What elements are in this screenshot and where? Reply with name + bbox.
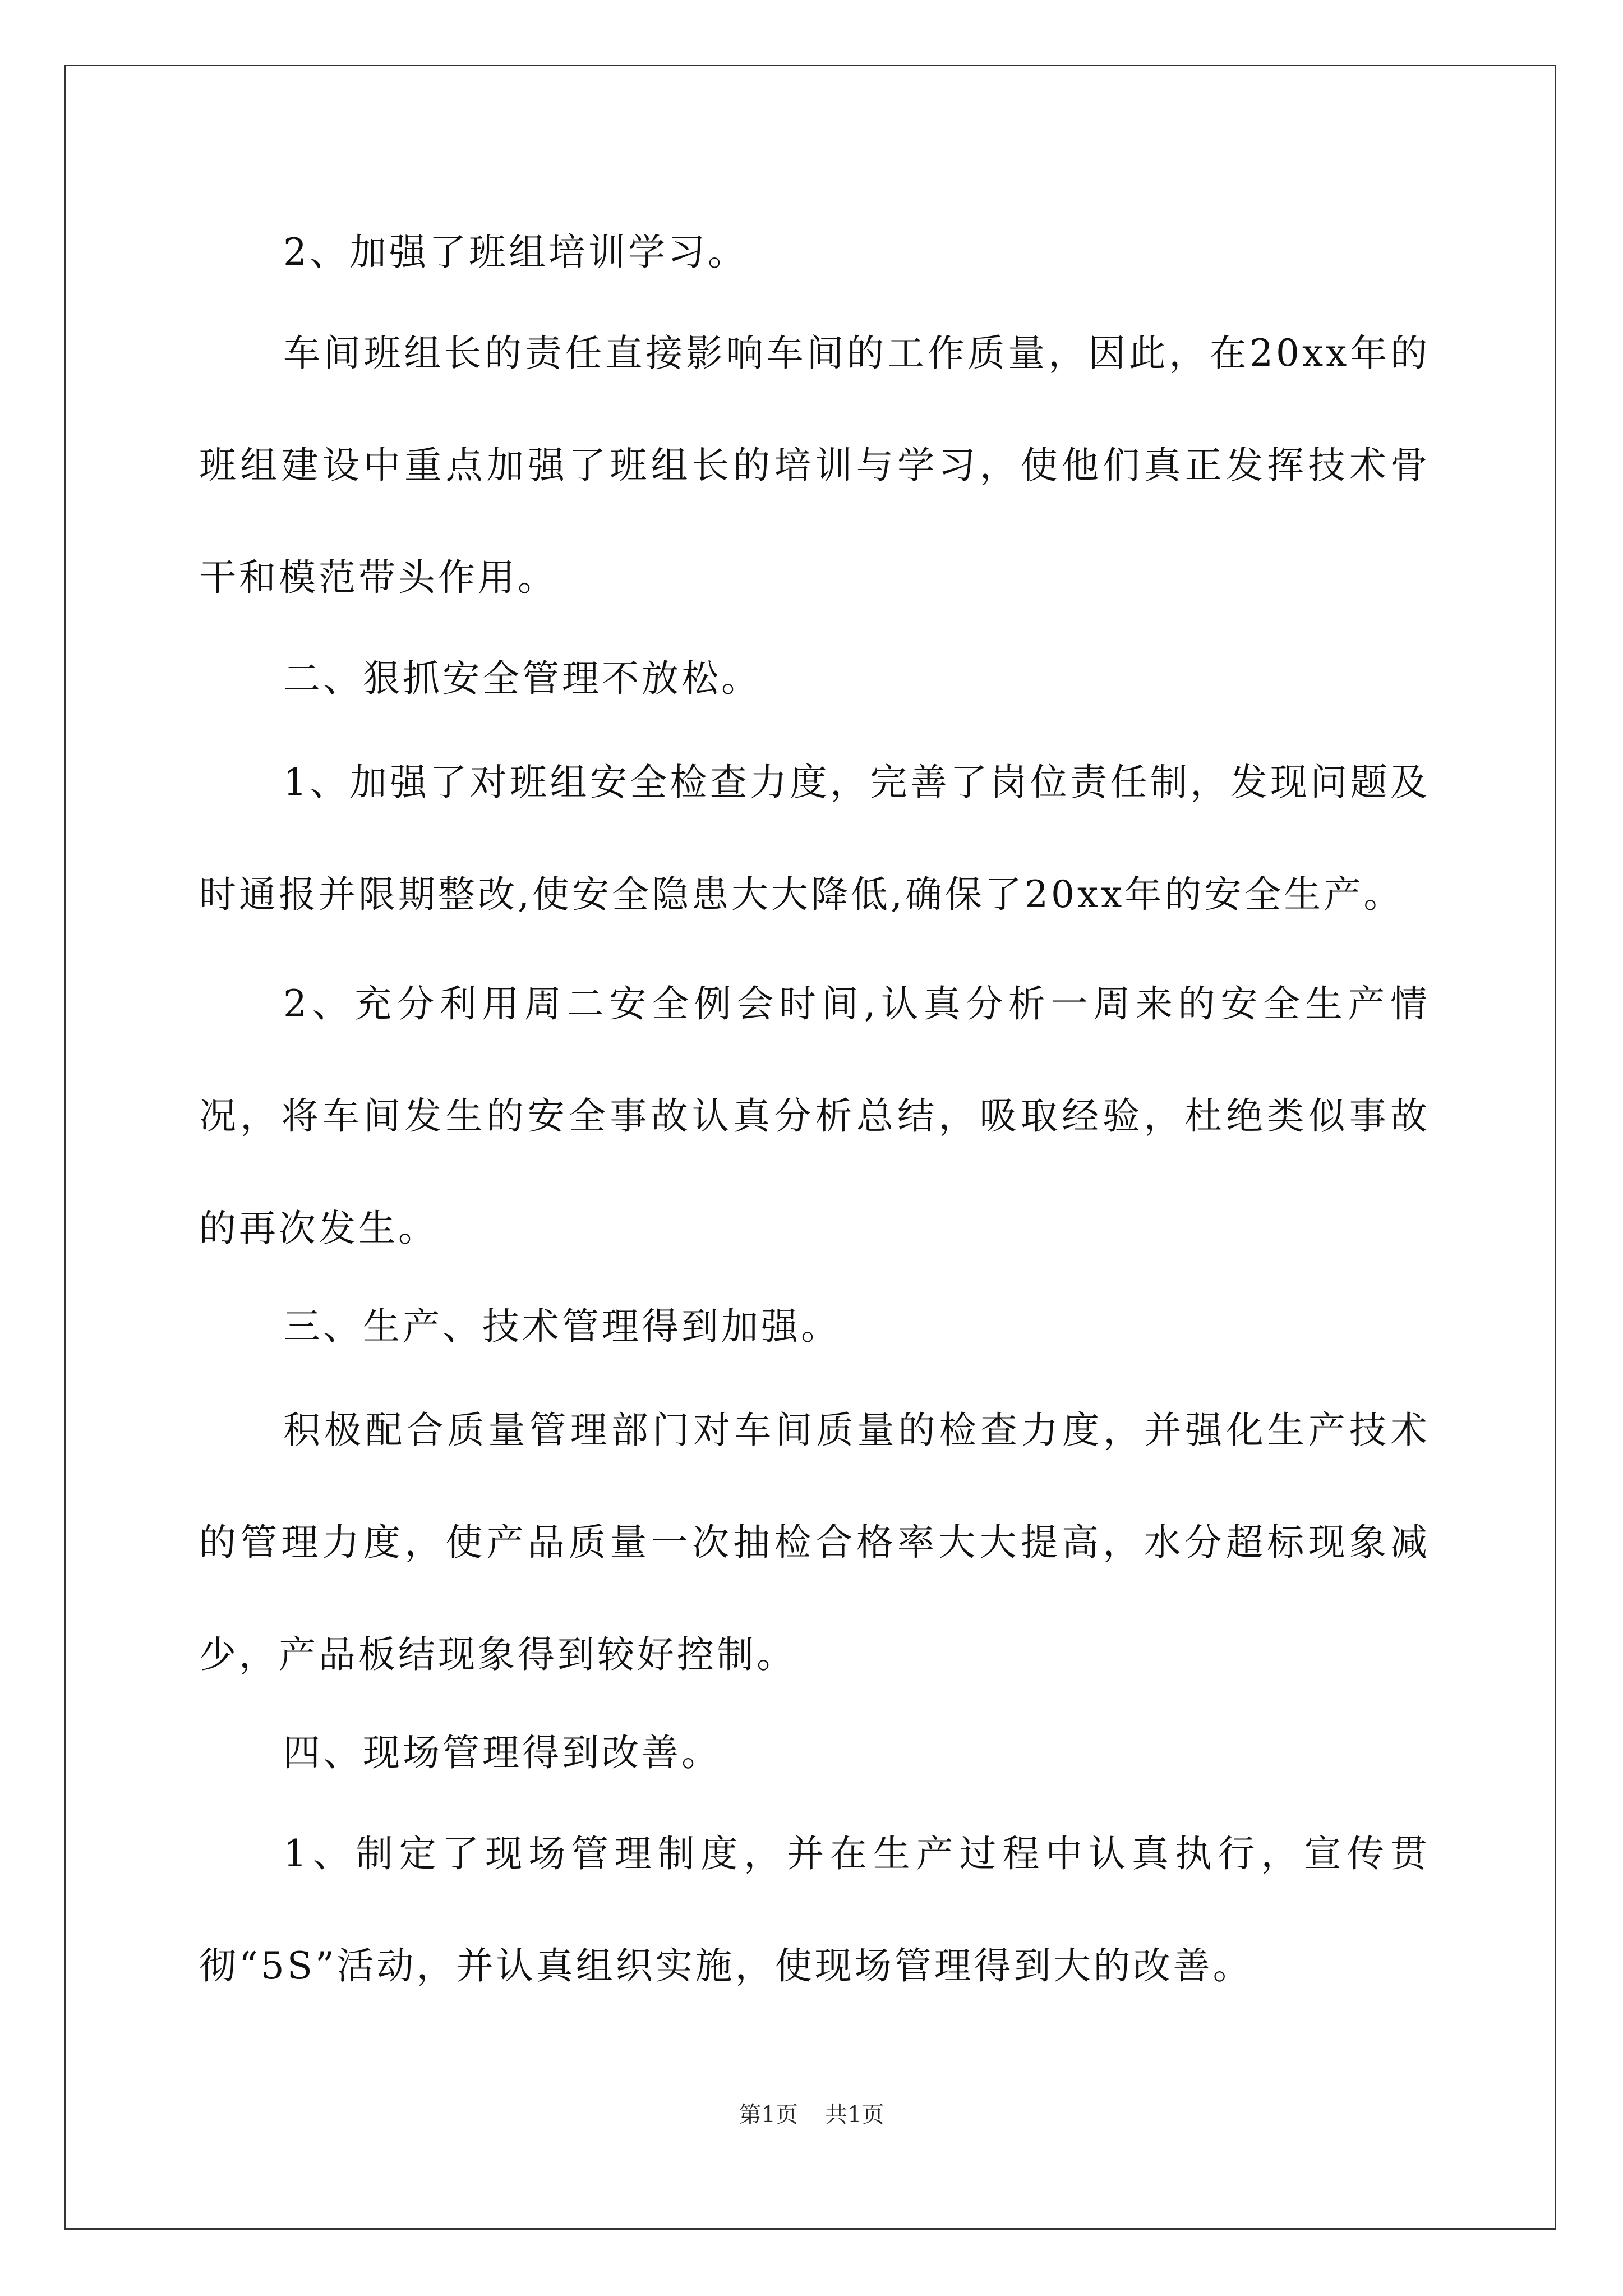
paragraph-heading-production: 三、生产、技术管理得到加强。 [283,1305,841,1348]
paragraph-safety-inspection: 1、加强了对班组安全检查力度，完善了岗位责任制，发现问题及时通报并限期整改,使安全隐患大大降低,确保了20xx年的安全生产。 [199,761,1430,916]
paragraph-team-leader-training: 车间班组长的责任直接影响车间的工作质量，因此，在20xx年的班组建设中重点加强了班组长的培训与学习，使他们真正发挥技术骨干和模范带头作用。 [199,332,1430,599]
paragraph-site-management: 1、制定了现场管理制度，并在生产过程中认真执行，宣传贯彻“5S”活动，并认真组织实施，使现场管理得到大的改善。 [199,1832,1430,1987]
paragraph-heading-safety: 二、狠抓安全管理不放松。 [283,657,761,700]
page-total-label: 共1页 [825,2102,884,2128]
paragraph-heading-site: 四、现场管理得到改善。 [283,1731,721,1774]
page-footer [0,2097,1623,2129]
paragraph-quality-control: 积极配合质量管理部门对车间质量的检查力度，并强化生产技术的管理力度，使产品质量一次抽检合格率大大提高，水分超标现象减少，产品板结现象得到较好控制。 [199,1409,1430,1676]
page-number-label: 第1页 [739,2102,798,2128]
paragraph-heading-training: 2、加强了班组培训学习。 [283,231,748,274]
paragraph-safety-meeting: 2、充分利用周二安全例会时间,认真分析一周来的安全生产情况，将车间发生的安全事故认真分析总结，吸取经验，杜绝类似事故的再次发生。 [199,982,1430,1250]
